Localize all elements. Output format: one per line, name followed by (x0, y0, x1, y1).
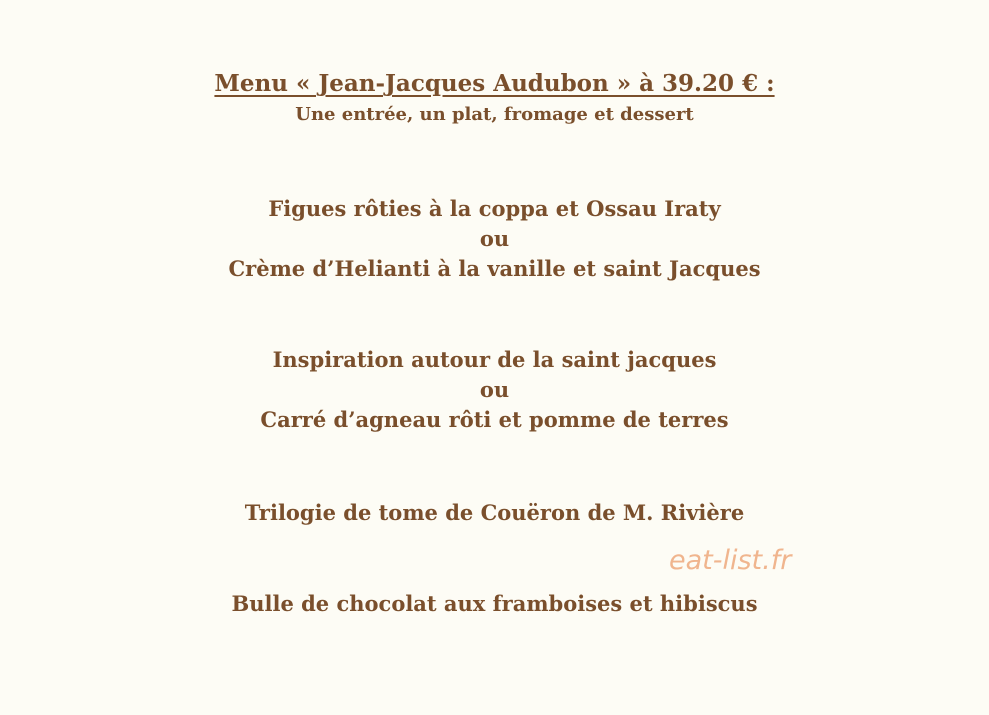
starter-separator: ou (479, 226, 510, 251)
menu-subtitle: Une entrée, un plat, fromage et dessert (295, 104, 694, 125)
main-option-2: Carré d’agneau rôti et pomme de terres (260, 407, 729, 432)
main-option-1: Inspiration autour de la saint jacques (272, 347, 717, 372)
cheese-course: Trilogie de tome de Couëron de M. Rivière (244, 500, 745, 525)
dessert-course: Bulle de chocolat aux framboises et hibiscus (231, 591, 758, 616)
main-separator: ou (479, 377, 510, 402)
starter-option-2: Crème d’Helianti à la vanille et saint Jacques (228, 256, 761, 281)
menu-title: Menu « Jean-Jacques Audubon » à 39.20 € : (214, 70, 775, 97)
watermark-text: eat-list.fr (669, 545, 792, 576)
starter-option-1: Figues rôties à la coppa et Ossau Iraty (268, 196, 721, 221)
